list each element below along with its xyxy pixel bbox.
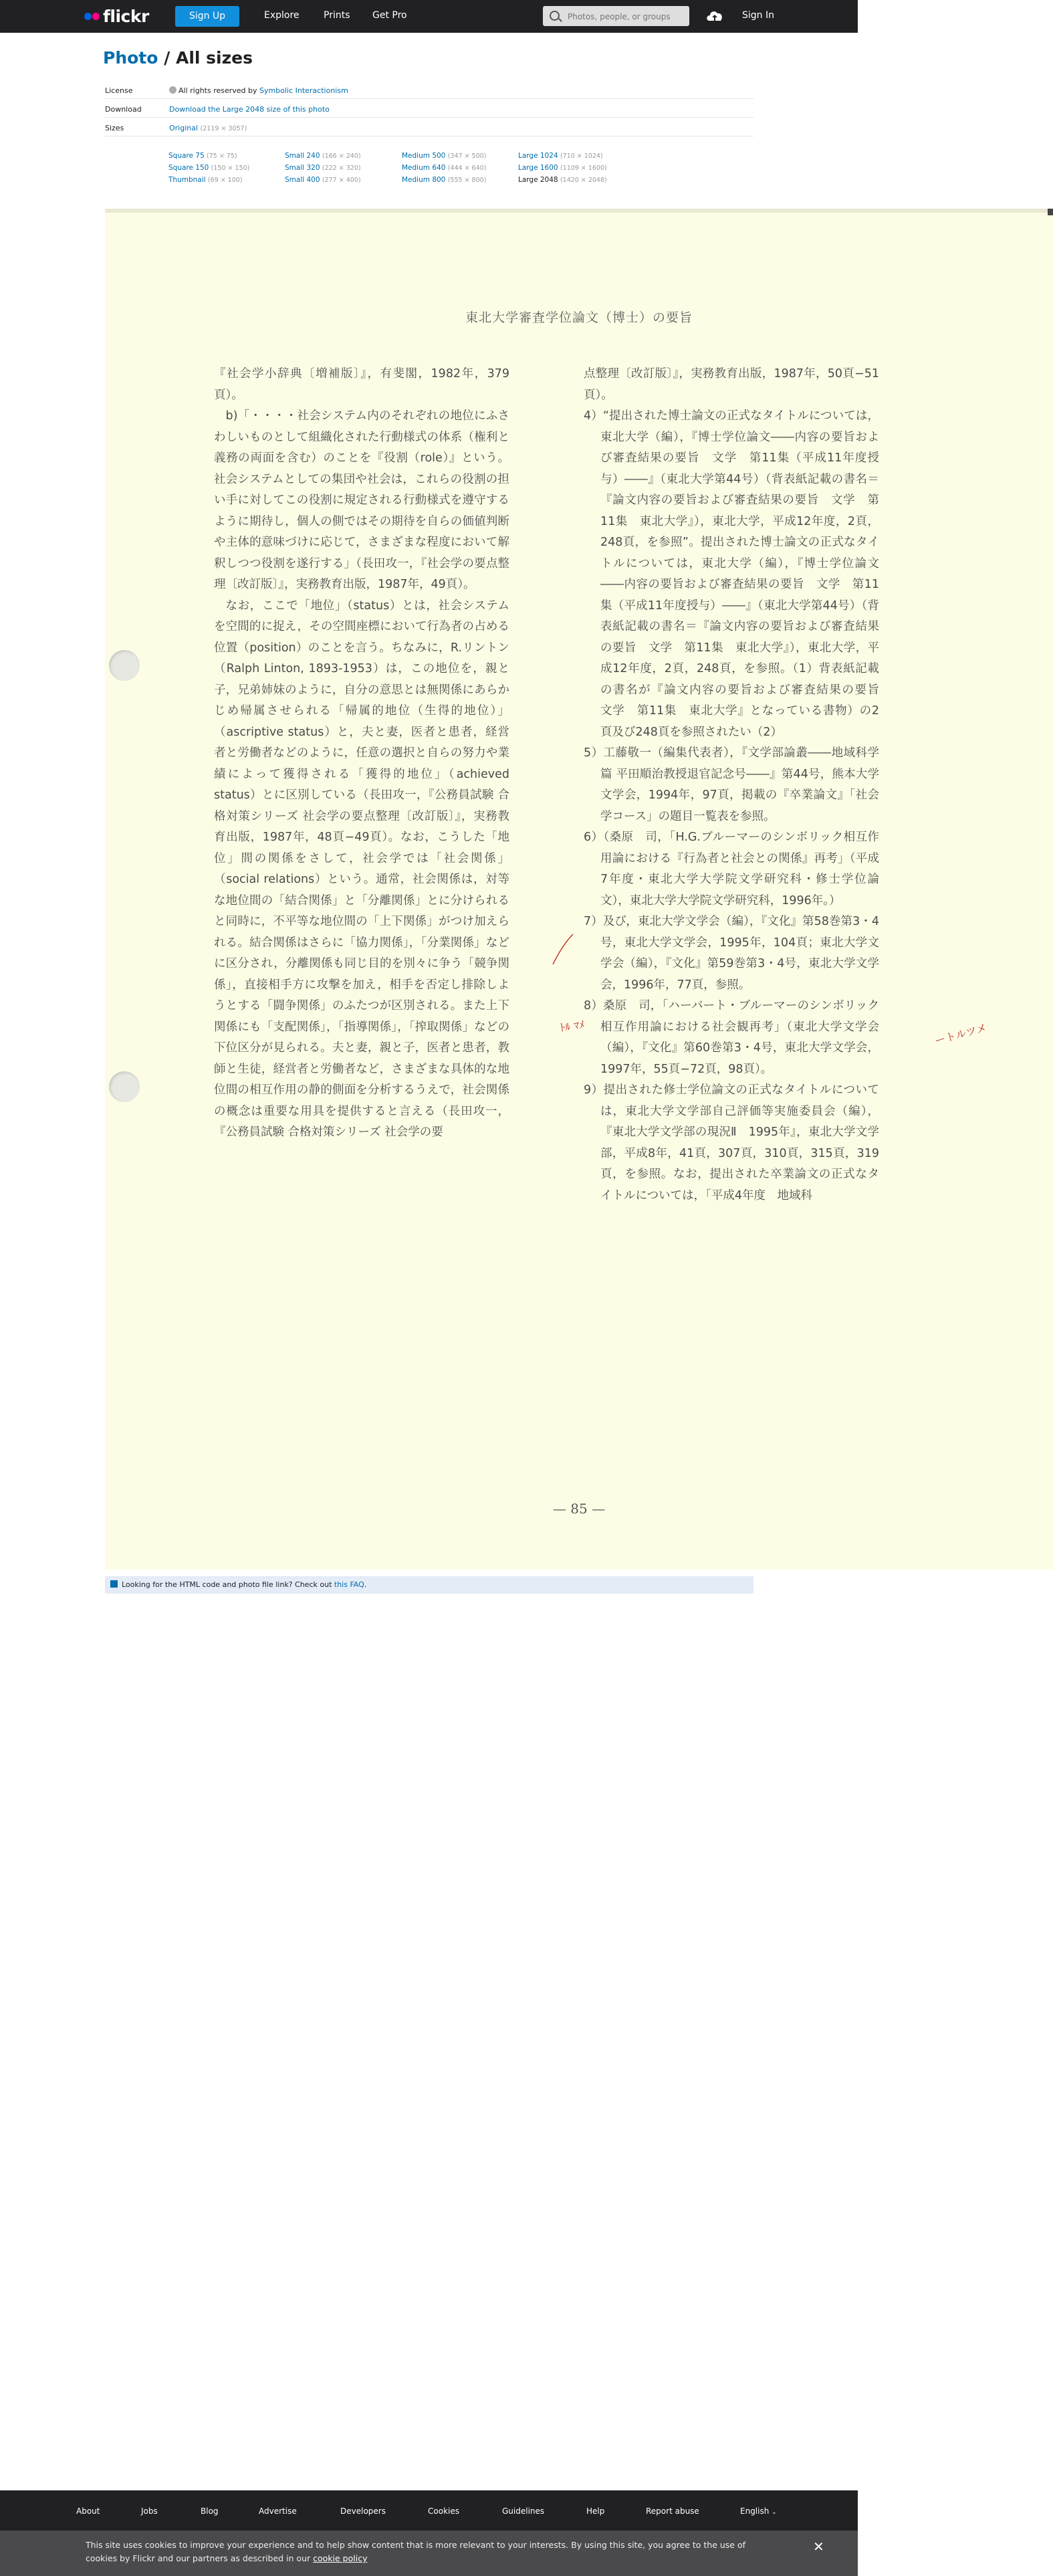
language-selector[interactable]	[740, 2506, 777, 2516]
close-icon[interactable]: ✕	[813, 2539, 824, 2555]
language-label: English	[740, 2506, 770, 2516]
footnote: 6）（桑原 司，「H.G.ブルーマーのシンボリック相互作用論における『行為者と社会との関係』再考」（平成7年度・東北大学大学院文学研究科・修士学位論文），東北大学大学院文学研究科，1996年。）	[584, 831, 879, 907]
paragraph: なお，ここで「地位」（status）とは，社会システムを空間的に捉え，その空間座標において行為者の占める位置（position）のことを言う。ちなみに，R.リントン（Ralph Linton, 1893-1953）は，この地位を，親と子，兄弟姉妹のように，自分の意思とは無関係にあらかじめ帰属させられる「帰属的地位（生得的地位）」（ascriptive status）と，夫と妻，医者と患者，経営者と労働者などのように，任意の選択と自らの努力や業績によって獲得される「獲得的地位」（achieved status）とに区別している（長田攻一，『公務員試験 合格対策シリーズ 社会学の要点整理〔改訂版〕』，実務教育出版，1987年，48頁−49頁）。なお，こうした「地位」間の関係をさして，社会学では「社会関係」（social relations）という。通常，社会関係は，対等な地位間の「結合関係」と「分離関係」とに分けられると同時に，不平等な地位間の「上下関係」がつけ加えられる。結合関係はさらに「協力関係」，「分業関係」などに区分され，分離関係も同じ目的を別々に争う「競争関係」，直接相手方に攻撃を加え，相手を否定し排除しようとする「闘争関係」のふたつが区別される。また上下関係にも「支配関係」，「指導関係」，「搾取関係」などの下位区分が見られる。夫と妻，親と子，医者と患者，教師と生徒，経営者と労働者など，さまざまな具体的な地位間の相互作用の静的側面を分析するうえで，社会関係の概念は重要な用具を提供すると言える（長田攻一，『公務員試験 合格対策シリーズ 社会学の要	[214, 599, 509, 1139]
page-top-edge	[105, 209, 1053, 213]
size-option[interactable]	[402, 174, 522, 186]
size-dim: (150 × 150)	[211, 165, 250, 172]
search-input[interactable]	[566, 9, 686, 24]
size-name[interactable]: Square 75	[168, 152, 205, 160]
size-option[interactable]	[402, 162, 522, 174]
size-name[interactable]: Square 150	[168, 164, 209, 172]
logo-pink-dot-icon	[92, 13, 100, 20]
size-option[interactable]	[285, 150, 405, 162]
document-header: 東北大学審査学位論文（博士）の要旨	[465, 310, 693, 325]
cookie-banner	[0, 2531, 858, 2576]
size-name[interactable]: Medium 800	[402, 176, 446, 184]
handwritten-annotation-right: ートルツメ	[933, 1021, 989, 1047]
footer-link-jobs[interactable]: Jobs	[141, 2506, 158, 2516]
document-left-column	[214, 364, 509, 1144]
footer-link-report-abuse[interactable]: Report abuse	[646, 2506, 699, 2516]
download-label: Download	[105, 105, 142, 114]
original-size-link[interactable]: Original	[169, 124, 199, 132]
divider	[105, 98, 753, 99]
cookie-policy-link[interactable]: cookie policy	[313, 2553, 368, 2563]
divider	[105, 117, 753, 118]
title-separator: /	[158, 48, 176, 68]
search-box[interactable]	[543, 6, 689, 26]
size-name[interactable]: Large 1024	[518, 152, 558, 160]
license-value	[169, 86, 348, 95]
size-column	[402, 150, 522, 186]
size-name[interactable]: Small 400	[285, 176, 320, 184]
size-name[interactable]: Medium 640	[402, 164, 446, 172]
license-text: All rights reserved by	[179, 86, 257, 95]
logo-text: flickr	[103, 6, 149, 26]
size-option[interactable]	[518, 150, 638, 162]
logo-blue-dot-icon	[84, 13, 92, 20]
size-column	[168, 150, 289, 186]
handwritten-annotation-left: ﾄﾙ ﾏﾒ	[558, 1018, 586, 1035]
sizes-row	[105, 124, 247, 132]
nav-link-prints[interactable]: Prints	[324, 10, 350, 21]
footnote: 5）工藤敬一（編集代表者），『文学部論叢――地域科学篇 平田順治教授退官記念号――』第44号，熊本大学文学会，1994年，97頁，掲載の『卒業論文』「社会学コース」の題目一覧表を参照。	[584, 746, 879, 823]
flickr-logo[interactable]	[84, 7, 149, 25]
size-dim: (75 × 75)	[207, 152, 237, 160]
paragraph: 『社会学小辞典〔増補版〕』，有斐閣，1982年，379頁）。	[214, 367, 509, 402]
size-option[interactable]	[168, 150, 289, 162]
page-title	[103, 48, 253, 68]
size-option[interactable]	[285, 162, 405, 174]
size-column	[285, 150, 405, 186]
size-dim: (277 × 400)	[322, 177, 361, 184]
size-dim: (166 × 240)	[322, 152, 361, 160]
photo-image[interactable]	[105, 209, 1053, 1570]
cookie-text	[86, 2539, 768, 2565]
original-size-dim: (2119 × 3057)	[200, 125, 247, 132]
sign-up-button[interactable]: Sign Up	[175, 6, 239, 27]
faq-link[interactable]: this FAQ	[334, 1580, 364, 1589]
nav-link-explore[interactable]: Explore	[264, 10, 300, 21]
footnote: 7）及び，東北大学文学会（編），『文化』第58巻第3・4号，東北大学文学会，1995年，104頁；東北大学文学会（編），『文化』第59巻第3・4号，東北大学文学会，1996年，77頁，参照。	[584, 915, 879, 992]
size-option[interactable]	[518, 162, 638, 174]
footer	[0, 2490, 858, 2531]
size-option[interactable]	[168, 162, 289, 174]
original-size	[169, 124, 247, 132]
size-name[interactable]: Small 320	[285, 164, 320, 172]
faq-tail: .	[364, 1580, 367, 1589]
size-dim: (710 × 1024)	[560, 152, 603, 160]
faq-text: Looking for the HTML code and photo file link? Check out	[122, 1580, 332, 1589]
footnote: 8）桑原 司，「ハーバート・ブルーマーのシンボリック相互作用論における社会観再考」（東北大学文学会（編），『文化』第60巻第3・4号，東北大学文学会，1997年，55頁−72頁，98頁）。	[584, 999, 879, 1076]
footer-link-help[interactable]: Help	[586, 2506, 605, 2516]
license-label: License	[105, 86, 133, 95]
size-dim: (1420 × 2048)	[560, 177, 607, 184]
paragraph: 点整理〔改訂版〕』，実務教育出版，1987年，50頁−51頁）。	[584, 367, 879, 402]
size-dim: (1109 × 1600)	[560, 165, 607, 172]
size-column	[518, 150, 638, 186]
footer-link-advertise[interactable]: Advertise	[259, 2506, 297, 2516]
footer-link-cookies[interactable]: Cookies	[428, 2506, 459, 2516]
punch-hole	[109, 1071, 140, 1102]
footer-link-blog[interactable]: Blog	[201, 2506, 219, 2516]
sizes-label: Sizes	[105, 124, 124, 132]
document-right-column	[584, 364, 891, 1206]
all-sizes-title: All sizes	[175, 48, 253, 68]
punch-hole	[109, 650, 140, 681]
footer-link-developers[interactable]: Developers	[340, 2506, 386, 2516]
copyright-icon	[169, 86, 177, 94]
size-name[interactable]: Small 240	[285, 152, 320, 160]
size-dim: (347 × 500)	[447, 152, 487, 160]
size-option[interactable]	[285, 174, 405, 186]
size-option[interactable]	[168, 174, 289, 186]
paragraph: b)「・・・・社会システム内のそれぞれの地位にふさわしいものとして組織化された行動様式の体系（権利と義務の両面を含む）のことを『役割（role）』という。社会システムとしての集団や社会は，これらの役割の担い手に対してこの役割に規定される行動様式を遵守するように期待し，個人の側ではその期待を自らの価値判断や主体的意味づけに応じて，さまざまな程度において解釈しつつ役割を遂行する」（長田攻一，『社会学の要点整理〔改訂版〕』，実務教育出版，1987年，49頁）。	[214, 409, 509, 591]
license-row	[105, 86, 348, 95]
download-row	[105, 105, 330, 114]
upload-cloud-icon[interactable]	[705, 7, 725, 25]
photo-link[interactable]: Photo	[103, 48, 158, 68]
size-dim: (555 × 800)	[447, 177, 487, 184]
size-name[interactable]: Medium 500	[402, 152, 446, 160]
cookie-message: This site uses cookies to improve your experience and to help show content that is more relevant to your interests. By using this site, you agree to the use of cookies by Flickr and our partners as described in our	[86, 2540, 746, 2563]
size-name: Large 2048	[518, 176, 558, 184]
size-dim: (444 × 640)	[447, 165, 487, 172]
size-option-current	[518, 174, 638, 186]
red-annotation-mark	[546, 931, 586, 971]
top-navigation	[0, 0, 858, 33]
page-number: — 85 —	[552, 1501, 606, 1517]
footer-link-about[interactable]: About	[76, 2506, 100, 2516]
footnote: 9）提出された修士学位論文の正式なタイトルについては，東北大学文学部自己評価等実施委員会（編），『東北大学文学部の現況Ⅱ 1995年』，東北大学文学部，平成8年，41頁，307頁，310頁，315頁，319頁，を参照。なお，提出された卒業論文の正式なタイトルについては，「平成4年度 地域科	[584, 1083, 879, 1202]
nav-link-get-pro[interactable]: Get Pro	[372, 10, 407, 21]
size-dim: (222 × 320)	[322, 165, 361, 172]
size-dim: (69 × 100)	[207, 177, 243, 184]
size-name[interactable]: Large 1600	[518, 164, 558, 172]
faq-notice	[105, 1576, 753, 1594]
binder-clip	[1048, 209, 1053, 215]
search-icon[interactable]	[550, 11, 560, 21]
download-link[interactable]: Download the Large 2048 size of this photo	[169, 105, 330, 114]
info-icon	[110, 1580, 118, 1588]
footnote: 4）“提出された博士論文の正式なタイトルについては，東北大学（編），『博士学位論文――内容の要旨および審査結果の要旨 文学 第11集（平成11年度授与）――』（東北大学第44号）（背表紙記載の書名＝『論文内容の要旨および審査結果の要旨 文学 第11集 東北大学』），東北大学，平成12年度，2頁，248頁，を参照”。提出された博士論文の正式なタイトルについては，東北大学（編），『博士学位論文――内容の要旨および審査結果の要旨 文学 第11集（平成11年度授与）――』（東北大学第44号）（背表紙記載の書名＝『論文内容の要旨および審査結果の要旨 文学 第11集 東北大学』），東北大学，平成12年度，2頁，248頁，を参照。（1）背表紙記載の書名が『論文内容の要旨および審査結果の要旨 文学 第11集 東北大学』となっている書物）の2頁及び248頁を参照されたい（2）	[584, 409, 891, 739]
size-option[interactable]	[402, 150, 522, 162]
size-name[interactable]: Thumbnail	[168, 176, 206, 184]
footer-link-guidelines[interactable]: Guidelines	[502, 2506, 545, 2516]
license-owner-link[interactable]: Symbolic Interactionism	[259, 86, 348, 95]
sign-in-link[interactable]: Sign In	[742, 10, 774, 21]
chevron-down-icon: ⌄	[772, 2509, 777, 2516]
